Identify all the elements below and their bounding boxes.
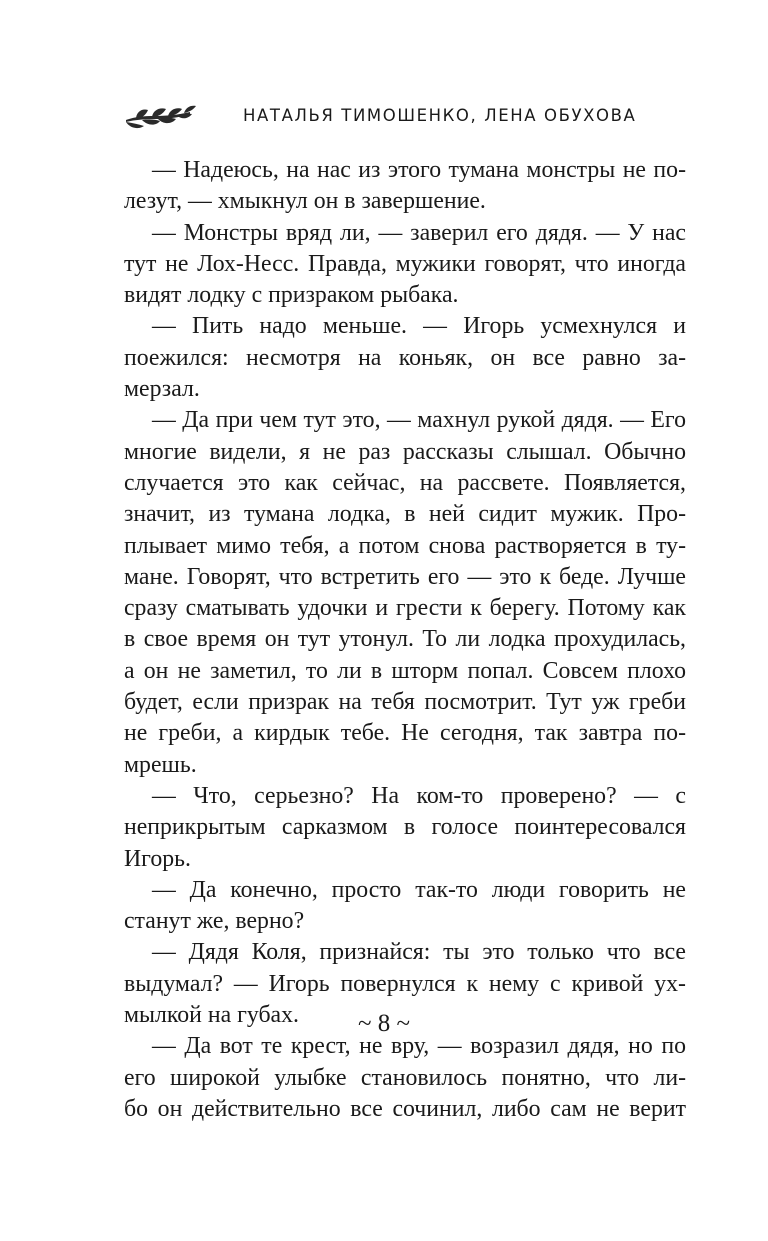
page-number: ~ 8 ~ (357, 1010, 411, 1037)
text-line: станут же, верно? (124, 908, 305, 935)
text-line: многие видели, я не раз рассказы слышал. Обычно (124, 438, 686, 465)
text-line: случается это как сейчас, на рассвете. Появляется, (124, 469, 686, 496)
text-line: поежился: несмотря на коньяк, он все равно за- (124, 344, 686, 371)
text-line: неприкрытым сарказмом в голосе поинтересовался (124, 814, 686, 841)
paragraph (124, 1031, 686, 1125)
paragraph (124, 405, 686, 781)
running-head: НАТАЛЬЯ ТИМОШЕНКО, ЛЕНА ОБУХОВА (243, 106, 637, 125)
paragraph (124, 218, 686, 312)
text-line: тут не Лох-Несс. Правда, мужики говорят, что иногда (124, 250, 686, 277)
text-line: — Дядя Коля, признайся: ты это только что все (152, 939, 686, 966)
text-line: — Монстры вряд ли, — заверил его дядя. — У нас (152, 219, 686, 246)
text-line: Игорь. (124, 845, 191, 872)
text-line: не греби, а кирдык тебе. Не сегодня, так завтра по- (124, 720, 686, 747)
text-line: видят лодку с призраком рыбака. (124, 282, 459, 309)
text-line: мрешь. (124, 751, 197, 778)
text-line: — Надеюсь, на нас из этого тумана монстры не по- (152, 157, 686, 183)
paragraph (124, 875, 686, 938)
text-line: — Пить надо меньше. — Игорь усмехнулся и (152, 313, 686, 340)
paragraph (124, 781, 686, 875)
text-line: мерзал. (124, 376, 200, 403)
text-line: лезут, — хмыкнул он в завершение. (124, 188, 486, 215)
text-line: значит, из тумана лодка, в ней сидит мужик. Про- (124, 501, 686, 528)
text-line: будет, если призрак на тебя посмотрит. Тут уж греби (124, 689, 686, 716)
text-line: — Да вот те крест, не вру, — возразил дядя, но по (152, 1033, 686, 1060)
text-line: а он не заметил, то ли в шторм попал. Совсем плохо (124, 657, 686, 684)
text-line: выдумал? — Игорь повернулся к нему с кривой ух- (124, 970, 686, 997)
text-line: мылкой на губах. (124, 1002, 299, 1029)
paragraph (124, 311, 686, 405)
text-line: — Да конечно, просто так-то люди говорить не (152, 876, 686, 903)
text-line: плывает мимо тебя, а потом снова растворяется в ту- (124, 532, 686, 559)
text-line: его широкой улыбке становилось понятно, что ли- (124, 1064, 686, 1091)
text-line: бо он действительно все сочинил, либо сам не верит (124, 1095, 686, 1122)
text-line: мане. Говорят, что встретить его — это к беде. Лучше (124, 563, 686, 590)
page-header (120, 98, 680, 138)
body-text (124, 155, 686, 1125)
text-line: — Да при чем тут это, — махнул рукой дядя. — Его (152, 407, 686, 434)
text-line: в свое время он тут утонул. То ли лодка прохудилась, (124, 626, 686, 653)
text-line: сразу сматывать удочки и грести к берегу. Потому как (124, 595, 686, 622)
leaf-branch-ornament-icon (120, 98, 200, 138)
paragraph (124, 155, 686, 218)
text-line: — Что, серьезно? На ком-то проверено? — с (152, 782, 686, 809)
